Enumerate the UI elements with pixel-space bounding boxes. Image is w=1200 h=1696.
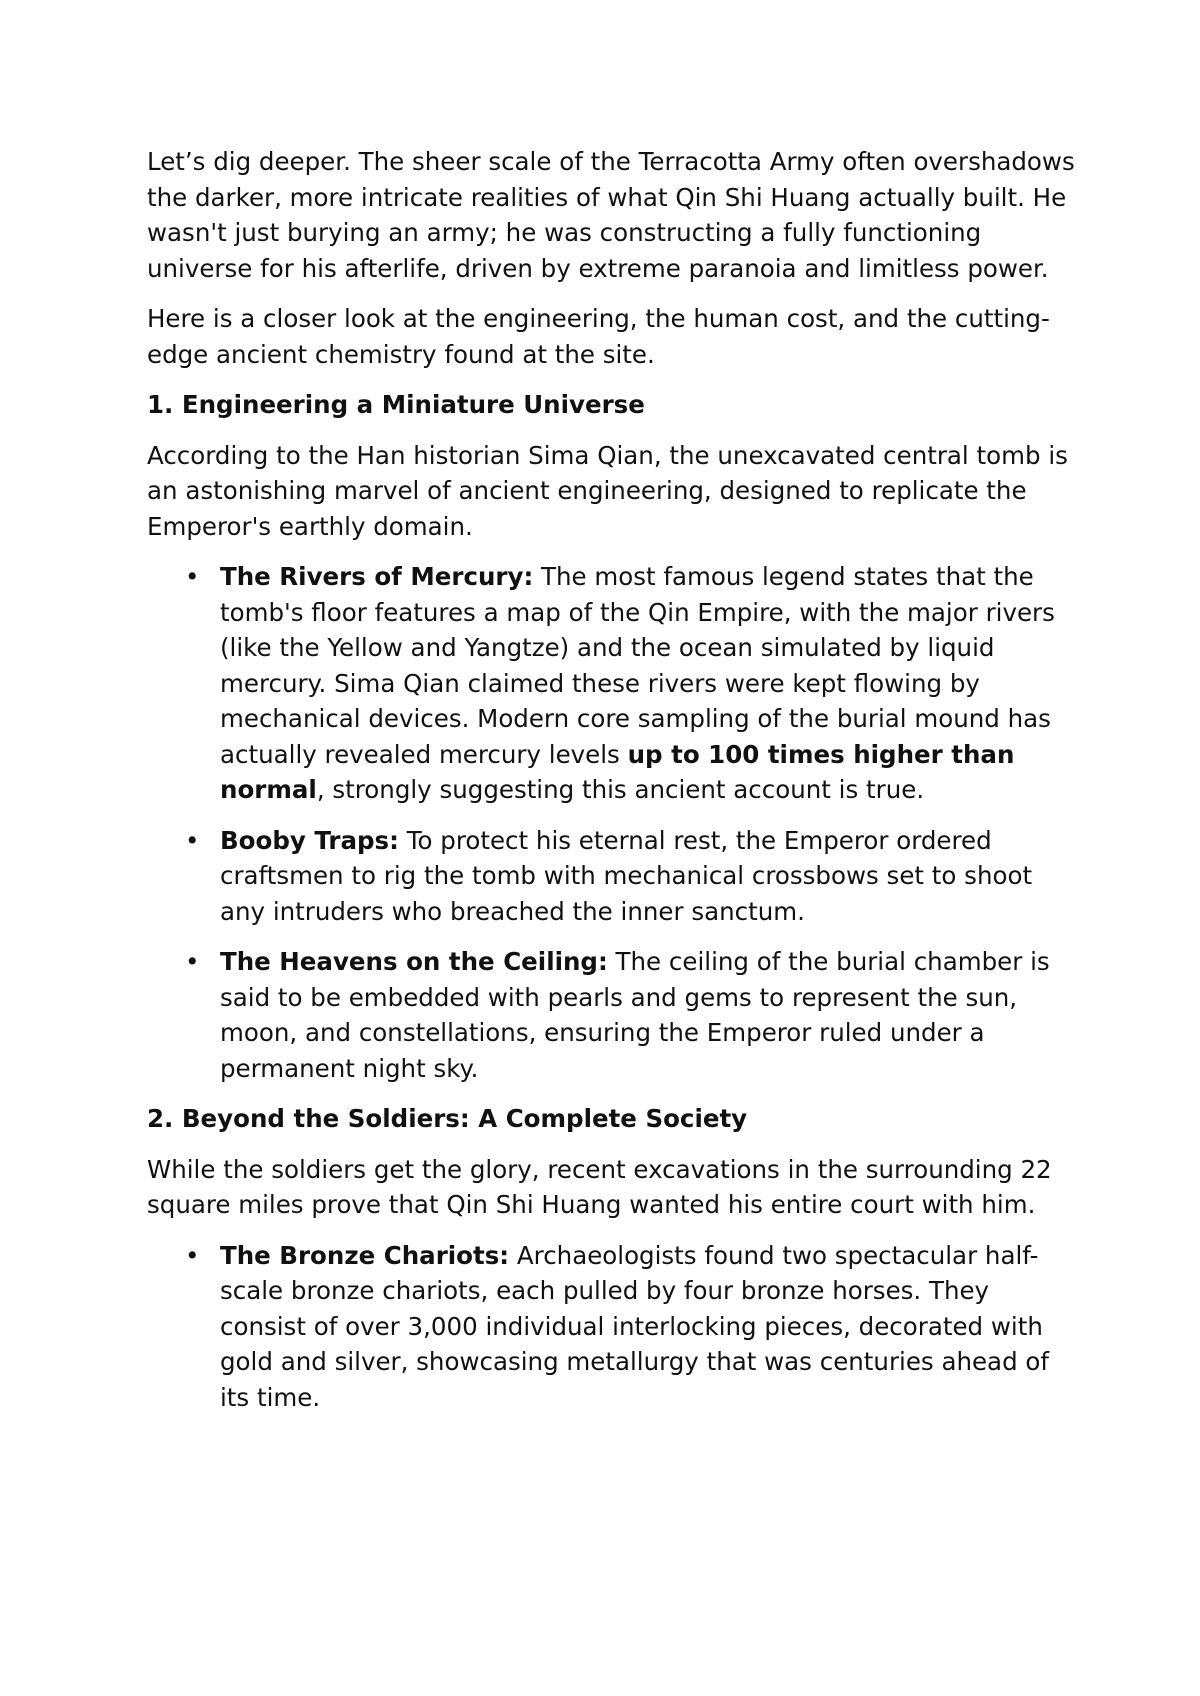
list-item-lead: The Rivers of Mercury: [220,562,534,591]
document-body [147,144,1077,1430]
bullet-icon: • [185,825,200,855]
bullet-icon: • [185,562,200,591]
section-heading-society: 2. Beyond the Soldiers: A Complete Society [147,1104,748,1133]
bullet-icon: • [185,947,200,976]
list-item-text: The most famous legend states that the tomb's floor features a map of the Qin Empire, with the major rivers (like the Yellow and Yangtze) and the ocean simulated by liquid mercury. Sima Qian claimed these rivers were kept flowing by mechanical devices. Modern core sampling of the burial mound has actually revealed mercury levels [220,562,1055,769]
list-item-text: The ceiling of the burial chamber is said to be embedded with pearls and gems to represent the sun, moon, and constellations, ensuring the Emperor ruled under a permanent night sky. [220,947,1050,1083]
list-item-bronze-chariots [147,1238,1077,1416]
list-item-text: To protect his eternal rest, the Emperor ordered craftsmen to rig the tomb with mechanical crossbows set to shoot any intruders who breached the inner sanctum. [220,825,1033,926]
section-intro-engineering: According to the Han historian Sima Qian, the unexcavated central tomb is an astonishing marvel of ancient engineering, designed to replicate the Emperor's earthly domain. [147,440,1068,541]
bullet-list-society [147,1238,1077,1416]
section-heading-engineering: 1. Engineering a Miniature Universe [147,390,645,419]
list-item-lead: The Heavens on the Ceiling: [220,947,608,976]
emphasis-text: up to 100 times higher than normal [220,739,1015,804]
bullet-icon: • [185,1240,200,1270]
list-item-lead: The Bronze Chariots: [220,1240,510,1270]
list-item-rivers-of-mercury [147,559,1077,808]
list-item-heavens-ceiling [147,944,1077,1086]
intro-paragraph: Let’s dig deeper. The sheer scale of the Terracotta Army often overshadows the darker, more intricate realities of what Qin Shi Huang actually built. He wasn't just burying an army; he was constructing a fully functioning universe for his afterlife, driven by extreme paranoia and limitless power. [147,147,1075,283]
overview-paragraph: Here is a closer look at the engineering, the human cost, and the cutting-edge ancient chemistry found at the site. [147,304,1050,369]
list-item-booby-traps [147,823,1077,930]
list-item-lead: Booby Traps: [220,825,399,855]
list-item-text: Archaeologists found two spectacular half-scale bronze chariots, each pulled by four bronze horses. They consist of over 3,000 individual interlocking pieces, decorated with gold and silver, showcasing metallurgy that was centuries ahead of its time. [220,1240,1050,1412]
list-item-text: , strongly suggesting this ancient account is true. [316,775,925,804]
section-intro-society: While the soldiers get the glory, recent excavations in the surrounding 22 square miles prove that Qin Shi Huang wanted his entire court with him. [147,1154,1052,1219]
bullet-list-engineering [147,559,1077,1086]
